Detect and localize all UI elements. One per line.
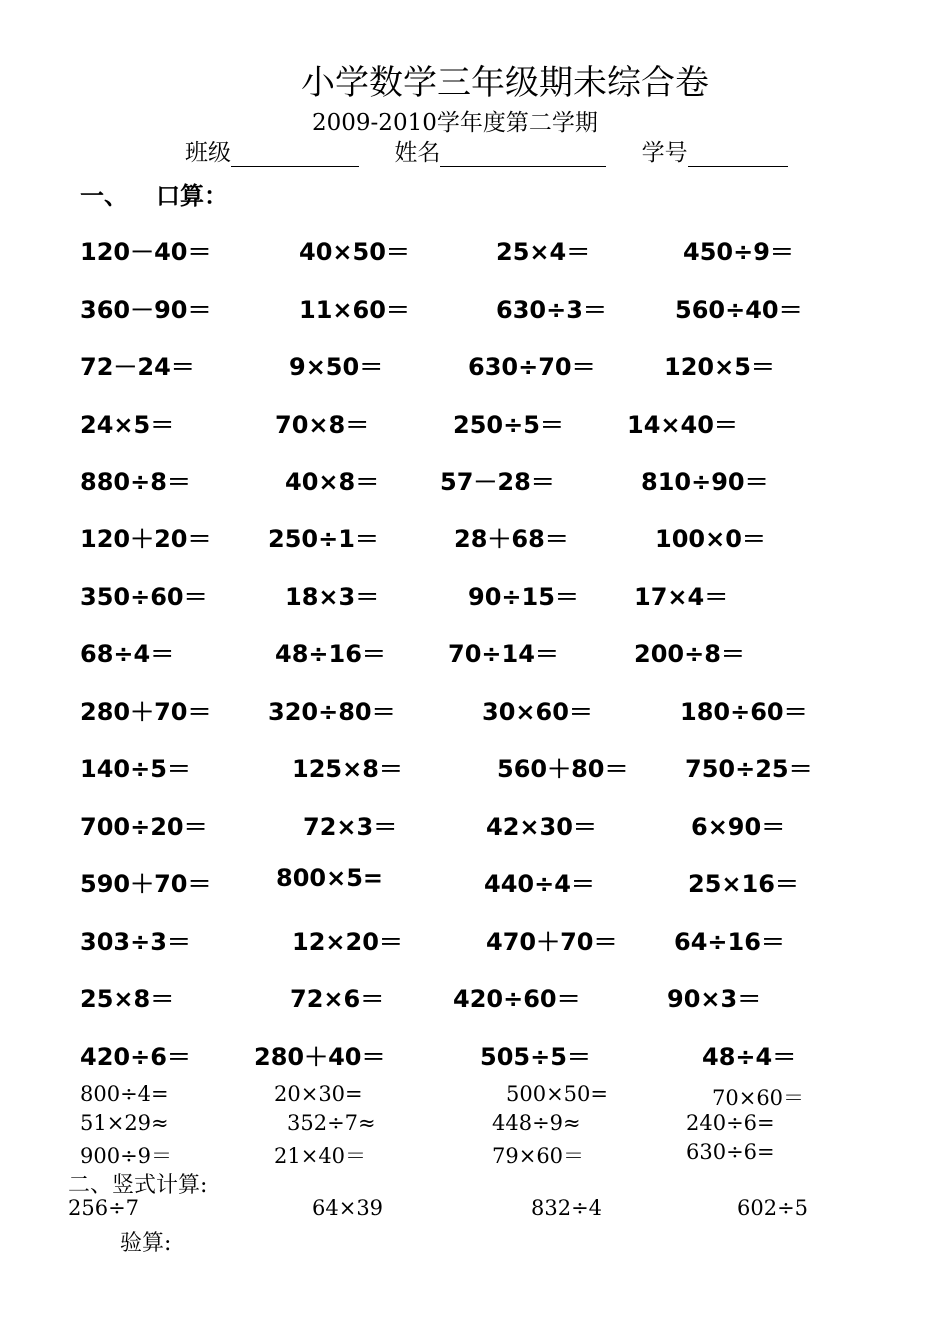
problem: 25×16＝ xyxy=(688,870,799,898)
vertical-problems-row xyxy=(0,1196,950,1224)
problem: 18×3＝ xyxy=(285,583,380,611)
problem: 240÷6= xyxy=(686,1111,775,1135)
section-one-title: 口算： xyxy=(156,182,228,210)
problem: 40×50＝ xyxy=(299,238,410,266)
class-blank[interactable] xyxy=(231,142,359,167)
mental-row xyxy=(0,864,950,898)
problem: 320÷80＝ xyxy=(268,698,396,726)
section-one-heading xyxy=(80,176,228,211)
problem: 420÷6＝ xyxy=(80,1043,191,1071)
vertical-problem: 64×39 xyxy=(312,1196,384,1220)
problem: 70×60＝ xyxy=(712,1086,805,1110)
name-label: 姓名 xyxy=(394,140,441,166)
page-title: 小学数学三年级期未综合卷 xyxy=(301,63,709,103)
problem: 120＋20＝ xyxy=(80,525,212,553)
mental-row xyxy=(0,979,950,1013)
problem: 560÷40＝ xyxy=(675,296,803,324)
problem: 42×30＝ xyxy=(486,813,597,841)
problem: 25×8＝ xyxy=(80,985,175,1013)
problem: 500×50= xyxy=(506,1082,608,1106)
problem: 900÷9＝ xyxy=(80,1144,173,1168)
problem: 810÷90＝ xyxy=(641,468,769,496)
problem: 11×60＝ xyxy=(299,296,410,324)
problem: 24×5＝ xyxy=(80,411,175,439)
class-label: 班级 xyxy=(185,140,231,166)
mental-row xyxy=(0,922,950,956)
problem: 448÷9≈ xyxy=(492,1111,581,1135)
section-two-heading: 二、竖式计算: xyxy=(68,1173,208,1198)
problem: 90÷15＝ xyxy=(468,583,579,611)
problem: 280＋70＝ xyxy=(80,698,212,726)
vertical-problem: 602÷5 xyxy=(737,1196,809,1220)
mental-row xyxy=(0,519,950,553)
mental-row xyxy=(0,347,950,381)
problem: 180÷60＝ xyxy=(680,698,808,726)
problem: 48÷16＝ xyxy=(275,640,386,668)
section-one-number: 一、 xyxy=(80,182,128,210)
problem: 120×5＝ xyxy=(664,353,775,381)
problem: 470＋70＝ xyxy=(486,928,618,956)
problem: 250÷5＝ xyxy=(453,411,564,439)
problem: 17×4＝ xyxy=(634,583,729,611)
problem: 72×3＝ xyxy=(303,813,398,841)
extra-row xyxy=(0,1082,950,1108)
problem: 590＋70＝ xyxy=(80,870,212,898)
problem: 12×20＝ xyxy=(292,928,403,956)
problem: 72－24＝ xyxy=(80,353,195,381)
mental-row xyxy=(0,232,950,266)
mental-row xyxy=(0,577,950,611)
problem: 505÷5＝ xyxy=(480,1043,591,1071)
check-label: 验算: xyxy=(120,1231,172,1256)
problem: 100×0＝ xyxy=(655,525,766,553)
problem: 800×5= xyxy=(276,864,384,892)
mental-row xyxy=(0,749,950,783)
problem: 48÷4＝ xyxy=(702,1043,797,1071)
problem: 140÷5＝ xyxy=(80,755,191,783)
problem: 440÷4＝ xyxy=(484,870,595,898)
problem: 72×6＝ xyxy=(290,985,385,1013)
mental-row xyxy=(0,634,950,668)
student-info-line xyxy=(185,134,788,167)
problem: 70÷14＝ xyxy=(448,640,559,668)
problem: 630÷6= xyxy=(686,1140,775,1164)
mental-row xyxy=(0,405,950,439)
vertical-problem: 256÷7 xyxy=(68,1196,140,1220)
problem: 350÷60＝ xyxy=(80,583,208,611)
problem: 280＋40＝ xyxy=(254,1043,386,1071)
extra-row xyxy=(0,1140,950,1166)
problem: 30×60＝ xyxy=(482,698,593,726)
problem: 450÷9＝ xyxy=(683,238,794,266)
mental-row xyxy=(0,462,950,496)
problem: 120－40＝ xyxy=(80,238,212,266)
extra-row xyxy=(0,1111,950,1137)
vertical-problem: 832÷4 xyxy=(531,1196,603,1220)
problem: 303÷3＝ xyxy=(80,928,191,956)
problem: 352÷7≈ xyxy=(287,1111,376,1135)
mental-row xyxy=(0,1037,950,1071)
problem: 125×8＝ xyxy=(292,755,403,783)
problem: 28＋68＝ xyxy=(454,525,569,553)
mental-row xyxy=(0,807,950,841)
problem: 560＋80＝ xyxy=(497,755,629,783)
problem: 64÷16＝ xyxy=(674,928,785,956)
problem: 79×60＝ xyxy=(492,1144,585,1168)
problem: 800÷4= xyxy=(80,1082,169,1106)
problem: 9×50＝ xyxy=(289,353,384,381)
page-subtitle: 2009-2010学年度第二学期 xyxy=(312,110,598,136)
problem: 21×40＝ xyxy=(274,1144,367,1168)
problem: 360－90＝ xyxy=(80,296,212,324)
problem: 40×8＝ xyxy=(285,468,380,496)
number-label: 学号 xyxy=(641,140,688,166)
mental-row xyxy=(0,290,950,324)
problem: 51×29≈ xyxy=(80,1111,169,1135)
problem: 90×3＝ xyxy=(667,985,762,1013)
problem: 420÷60＝ xyxy=(453,985,581,1013)
number-blank[interactable] xyxy=(688,142,788,167)
problem: 68÷4＝ xyxy=(80,640,175,668)
problem: 630÷3＝ xyxy=(496,296,607,324)
problem: 14×40＝ xyxy=(627,411,738,439)
problem: 70×8＝ xyxy=(275,411,370,439)
problem: 20×30= xyxy=(274,1082,363,1106)
problem: 880÷8＝ xyxy=(80,468,191,496)
name-blank[interactable] xyxy=(440,142,606,167)
problem: 200÷8＝ xyxy=(634,640,745,668)
problem: 25×4＝ xyxy=(496,238,591,266)
problem: 630÷70＝ xyxy=(468,353,596,381)
problem: 6×90＝ xyxy=(691,813,786,841)
problem: 250÷1＝ xyxy=(268,525,379,553)
mental-row xyxy=(0,692,950,726)
problem: 57－28＝ xyxy=(440,468,555,496)
problem: 750÷25＝ xyxy=(685,755,813,783)
problem: 700÷20＝ xyxy=(80,813,208,841)
